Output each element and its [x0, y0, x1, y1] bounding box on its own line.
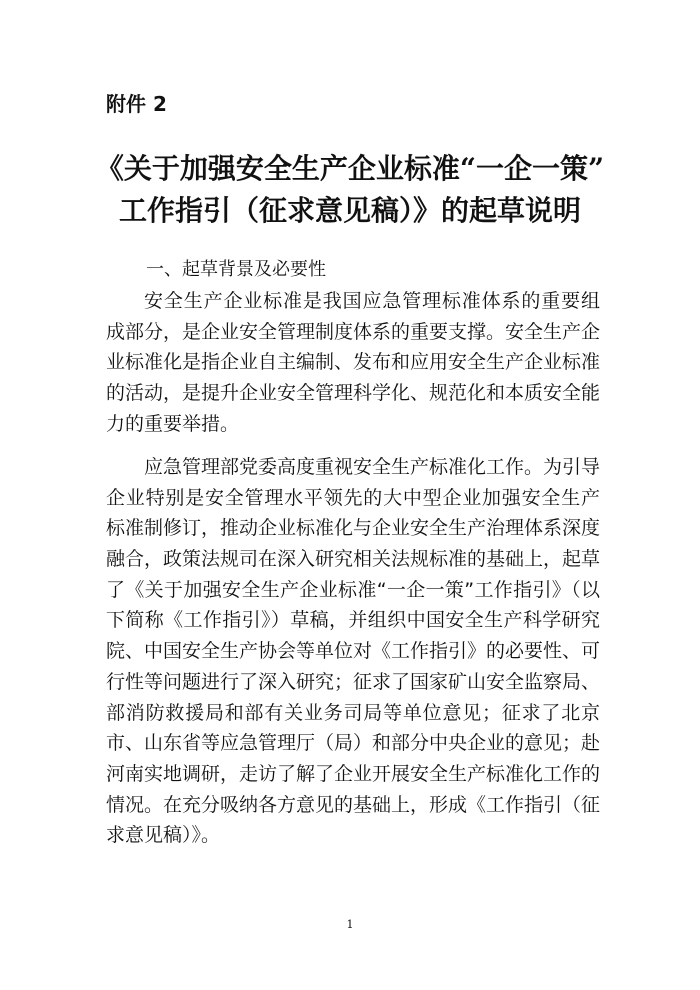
title-line-2: 工作指引（征求意见稿）》的起草说明: [118, 194, 581, 227]
paragraph-line: 河南实地调研，走访了解了企业开展安全生产标准化工作的: [106, 762, 601, 785]
paragraph-line: 求意见稿）》。: [106, 824, 221, 847]
paragraph-line: 力的重要举措。: [106, 412, 240, 435]
paragraph-line: 安全生产企业标准是我国应急管理标准体系的重要组: [144, 290, 600, 312]
page-number: 1: [346, 918, 354, 931]
paragraph-line: 行性等问题进行了深入研究；征求了国家矿山安全监察局、: [106, 670, 601, 693]
paragraph-line: 下简称《工作指引》）草稿，并组织中国安全生产科学研究: [106, 609, 600, 632]
paragraph-line: 部消防救援局和部有关业务司局等单位意见；征求了北京: [106, 701, 600, 724]
paragraph-line: 了《关于加强安全生产企业标准“一企一策”工作指引》（以: [106, 578, 600, 601]
title-line-1: 《关于加强安全生产企业标准“一企一策”: [95, 152, 605, 185]
document-title: [80, 148, 620, 232]
paragraph-line: 的活动，是提升企业安全管理科学化、规范化和本质安全能: [106, 382, 601, 405]
paragraph-line: 应急管理部党委高度重视安全生产标准化工作。为引导: [144, 456, 601, 478]
paragraph-line: 成部分，是企业安全管理制度体系的重要支撑。安全生产企: [106, 320, 601, 343]
paragraph-line: 市、山东省等应急管理厅（局）和部分中央企业的意见；赴: [106, 732, 601, 755]
attachment-label: 附件 2: [106, 92, 167, 116]
paragraph-line: 标准制修订，推动企业标准化与企业安全生产治理体系深度: [106, 517, 601, 540]
paragraph-line: 院、中国安全生产协会等单位对《工作指引》的必要性、可: [106, 640, 601, 663]
section-heading: 一、起草背景及必要性: [146, 259, 326, 280]
paragraph-1: [106, 286, 600, 439]
paragraph-2: [106, 452, 600, 851]
paragraph-line: 业标准化是指企业自主编制、发布和应用安全生产企业标准: [106, 351, 601, 374]
paragraph-line: 企业特别是安全管理水平领先的大中型企业加强安全生产: [106, 486, 600, 509]
paragraph-line: 情况。在充分吸纳各方意见的基础上，形成《工作指引（征: [106, 793, 601, 816]
paragraph-line: 融合，政策法规司在深入研究相关法规标准的基础上，起草: [106, 548, 601, 571]
